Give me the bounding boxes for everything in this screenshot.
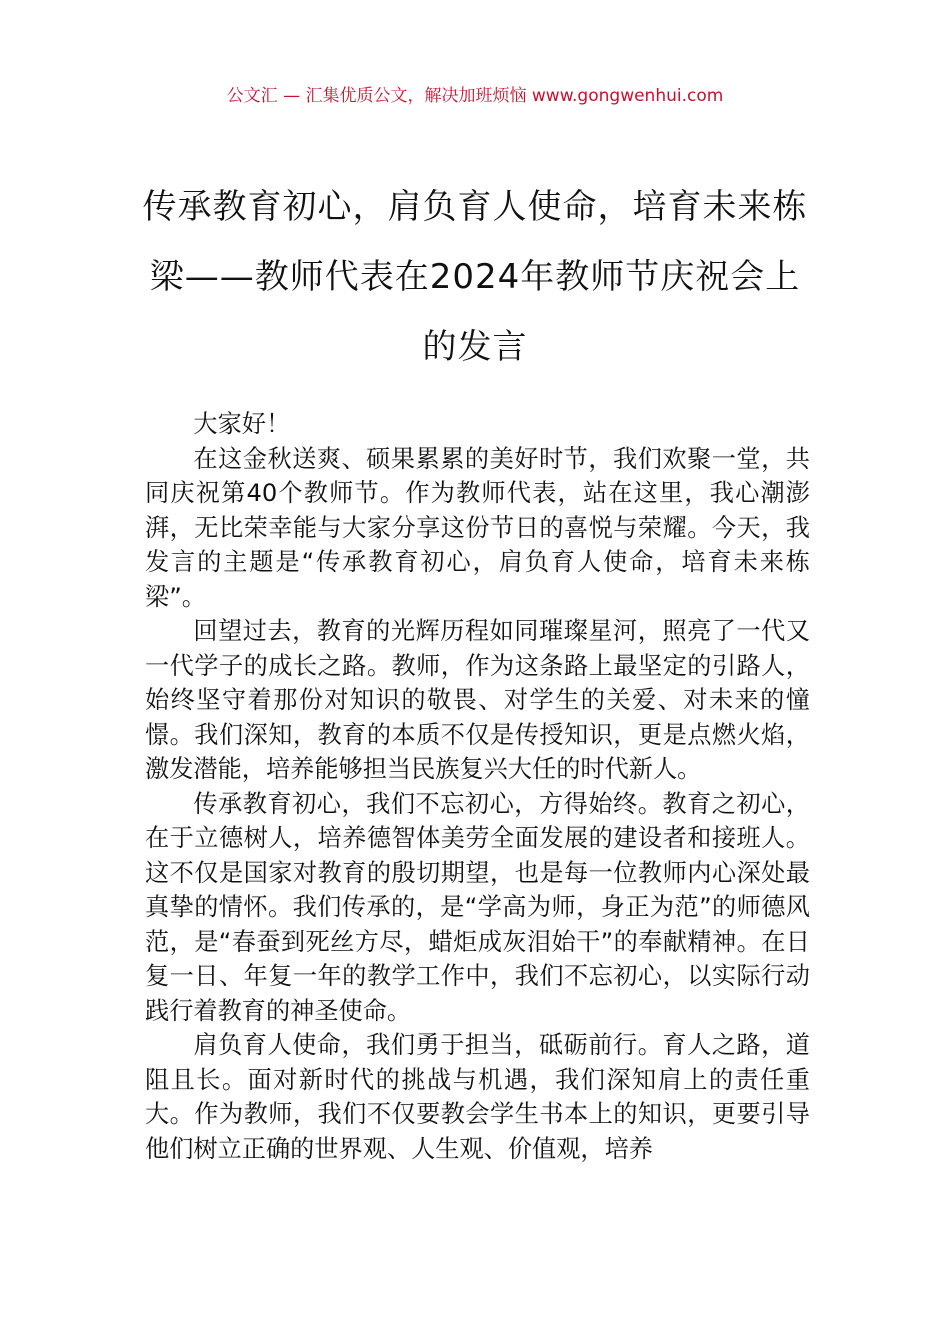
body-paragraph-4: 肩负育人使命，我们勇于担当，砥砺前行。育人之路，道阻且长。面对新时代的挑战与机遇，我们深知肩上的责任重大。作为教师，我们不仅要教会学生书本上的知识，更要引导他们树立正确的世界观、人生观、价值观，培养: [145, 1031, 810, 1163]
body-paragraph-3: 传承教育初心，我们不忘初心，方得始终。教育之初心，在于立德树人，培养德智体美劳全面发展的建设者和接班人。这不仅是国家对教育的殷切期望，也是每一位教师内心深处最真挚的情怀。我们传承的，是“学高为师，身正为范”的师德风范，是“春蚕到死丝方尽，蜡炬成灰泪始干”的奉献精神。在日复一日、年复一年的教学工作中，我们不忘初心，以实际行动践行着教育的神圣使命。: [145, 789, 810, 1025]
site-banner: 公文汇 — 汇集优质公文，解决加班烦恼 www.gongwenhui.com: [226, 86, 724, 106]
document-body: [145, 407, 810, 1166]
body-paragraph-1: 在这金秋送爽、硕果累累的美好时节，我们欢聚一堂，共同庆祝第40个教师节。作为教师代表，站在这里，我心潮澎湃，无比荣幸能与大家分享这份节日的喜悦与荣耀。今天，我发言的主题是“传承教育初心，肩负育人使命，培育未来栋梁”。: [145, 444, 810, 611]
body-paragraph-2: 回望过去，教育的光辉历程如同璀璨星河，照亮了一代又一代学子的成长之路。教师，作为这条路上最坚定的引路人，始终坚守着那份对知识的敬畏、对学生的关爱、对未来的憧憬。我们深知，教育的本质不仅是传授知识，更是点燃火焰，激发潜能，培养能够担当民族复兴大任的时代新人。: [145, 617, 810, 783]
document-title: 传承教育初心，肩负育人使命，培育未来栋梁——教师代表在2024年教师节庆祝会上的发言: [142, 187, 808, 367]
greeting-paragraph: 大家好！: [193, 410, 291, 438]
